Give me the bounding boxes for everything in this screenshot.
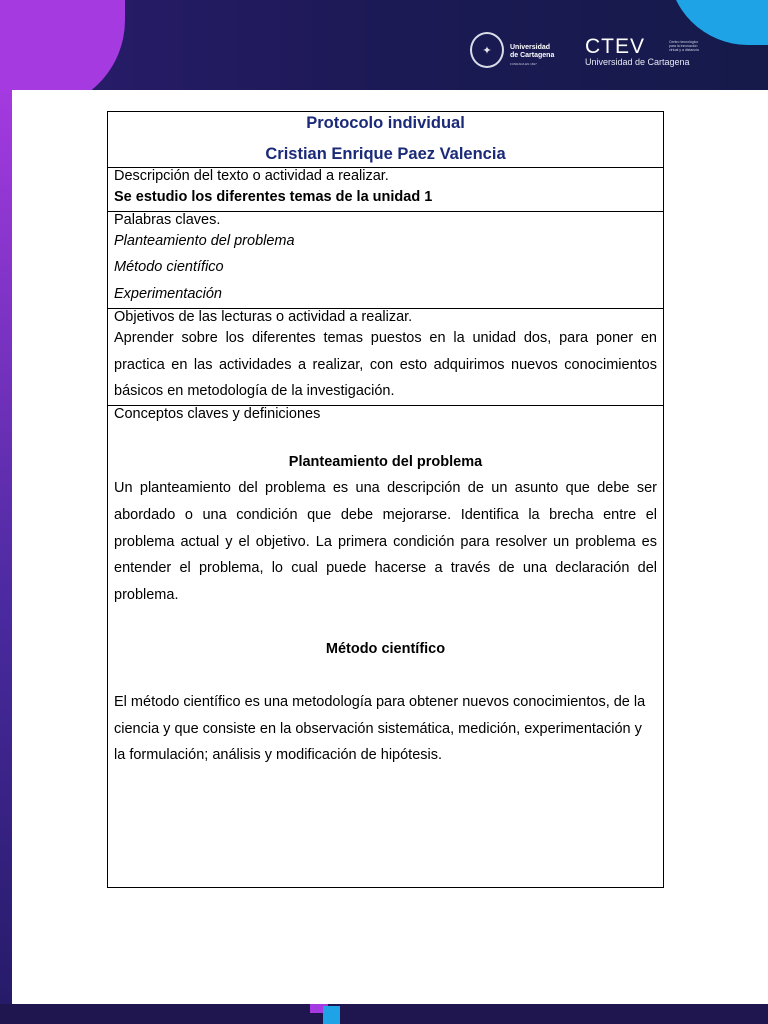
header-purple-shape [0,0,125,90]
university-logo-name [510,44,554,60]
description-cell [108,168,664,212]
title-cell [108,112,664,168]
objectives-label: Objetivos de las lecturas o actividad a realizar. [114,308,413,325]
university-name-line1: Universidad [510,44,551,51]
author-name: Cristian Enrique Paez Valencia [265,145,506,163]
keywords-cell [108,211,664,308]
keyword-item: Método científico [114,259,224,276]
university-seal-icon: ✦ [470,32,504,68]
university-name-line2: de Cartagena [510,52,555,59]
ctev-logo-text: CTEV [585,35,646,58]
ctev-tagline: Centro tecnológico para la innovación virtual y a distancia [669,40,699,52]
footer-cyan-square [323,1006,340,1024]
description-label: Descripción del texto o actividad a realizar. [114,168,389,184]
concepts-row [108,405,664,887]
spacer [114,609,657,636]
ctev-logo [585,36,705,70]
document-title: Protocolo individual [306,114,465,132]
ctev-university: Universidad de Cartagena [585,57,690,67]
protocol-table [107,111,664,888]
description-row [108,168,664,212]
spacer [114,662,657,689]
concept-heading: Planteamiento del problema [288,453,483,470]
left-gradient-bar [0,90,12,1024]
footer-band [0,1004,768,1024]
description-value: Se estudio los diferentes temas de la unidad 1 [114,189,433,205]
objectives-row [108,308,664,405]
spacer [114,422,657,449]
objectives-text: Aprender sobre los diferentes temas puestos en la unidad dos, para poner en practica en las actividades a realizar, con esto adquirimos nuevos conocimientos básicos en metodología de la investigación. [114,329,657,400]
concepts-label: Conceptos claves y definiciones [114,405,321,422]
keywords-label: Palabras claves. [114,211,221,228]
concepts-cell [108,405,664,887]
title-row [108,112,664,168]
keywords-row [108,211,664,308]
university-founded: FUNDADA EN 1827 [510,62,537,66]
document-page [12,90,768,1004]
keyword-item: Experimentación [114,286,222,303]
objectives-cell [108,308,664,405]
concept-heading: Método científico [325,640,446,657]
concept-text: El método científico es una metodología para obtener nuevos conocimientos, de la ciencia y que consiste en la observación sistemática, medición, experimentación y la formulación; análisis y modificación de hipótesis. [114,693,646,764]
keyword-item: Planteamiento del problema [114,232,295,249]
page-header [0,0,768,90]
concept-text: Un planteamiento del problema es una descripción de un asunto que debe ser abordado o una condición que debe mejorarse. Identifica la brecha entre el problema actual y el objetivo. La primera condición para resolver un problema es entender el problema, lo cual puede hacerse a través de una declaración del problema. [114,480,657,604]
